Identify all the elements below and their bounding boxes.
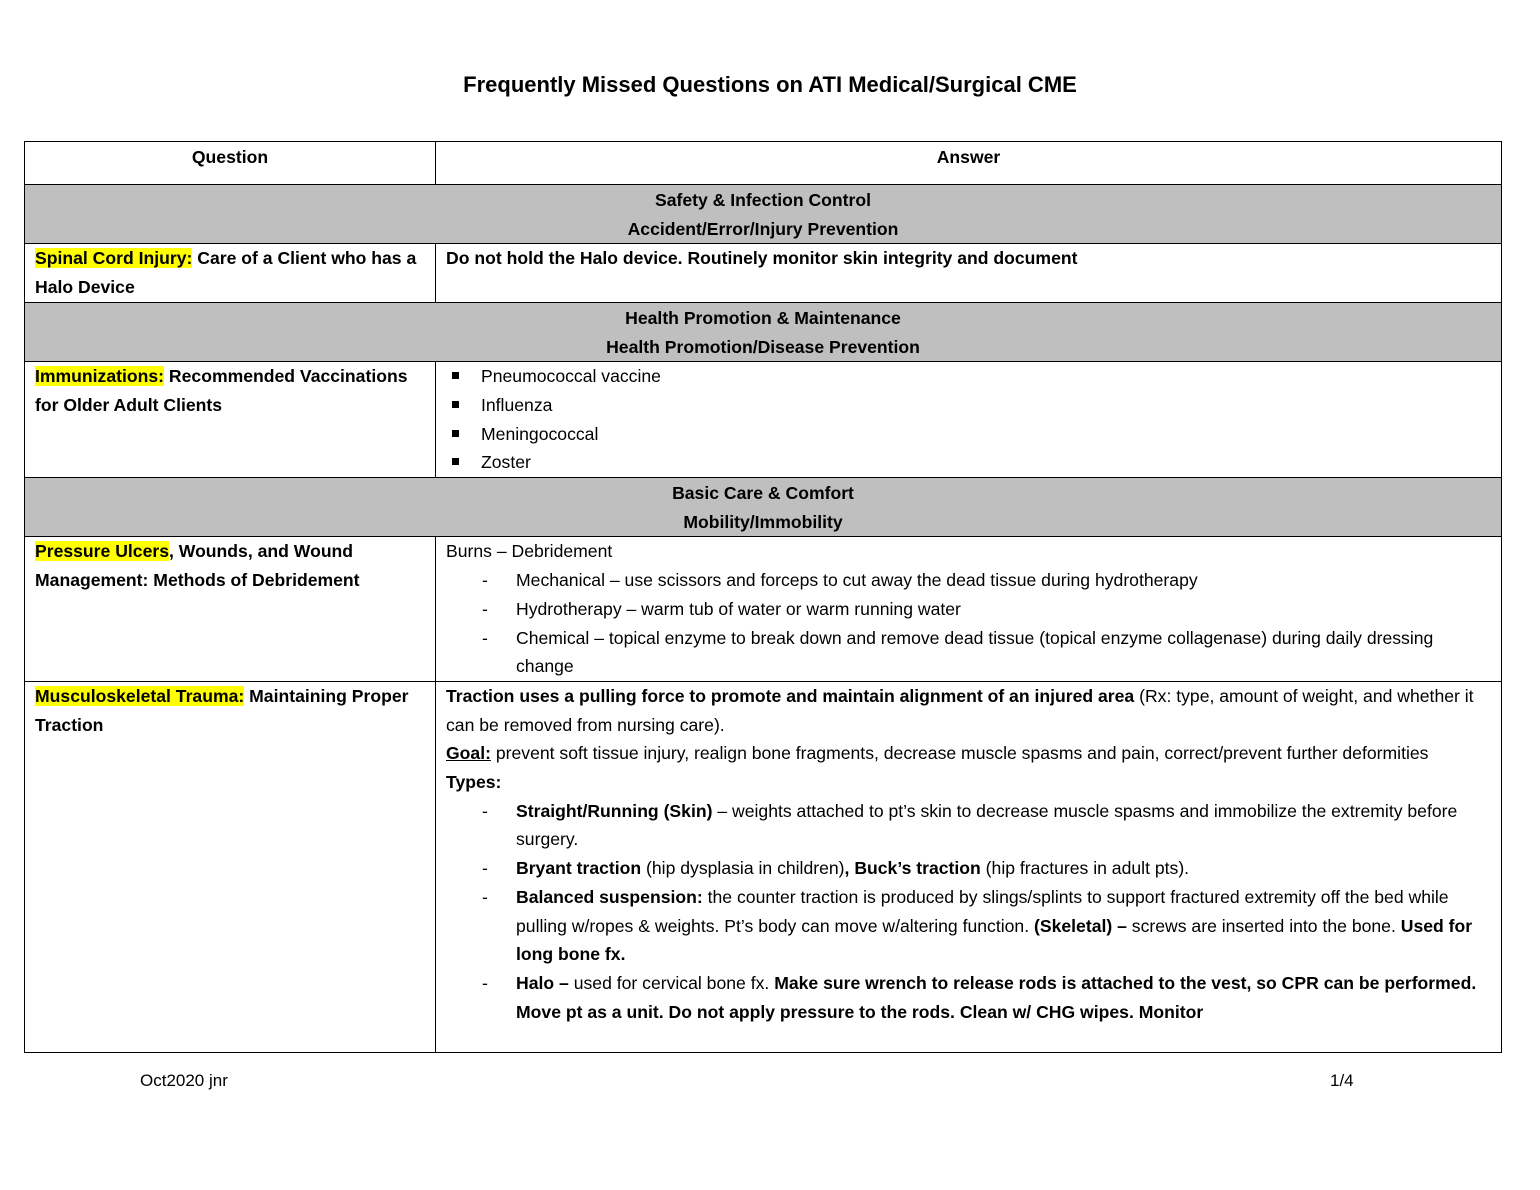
types-label (446, 768, 1491, 797)
text-run: Do not hold the Halo device. Routinely monitor skin integrity and document (446, 248, 1078, 269)
text-run: Halo – (516, 972, 569, 993)
text-run: Maintaining Proper Traction (35, 685, 409, 735)
text-run: Traction uses a pulling force to promote and maintain alignment of an injured area (446, 685, 1135, 706)
question-cell (25, 362, 436, 478)
questions-table (24, 141, 1502, 1053)
highlighted-topic: Spinal Cord Injury: (35, 248, 193, 269)
question-cell (25, 681, 436, 1052)
text-run: (hip dysplasia in children) (641, 858, 845, 879)
list-item: Pneumococcal vaccine (446, 362, 1491, 391)
answer-intro: Burns – Debridement (446, 541, 613, 562)
header-question: Question (25, 142, 436, 185)
text-run: (Skeletal) – (1034, 915, 1127, 936)
text-run: Straight/Running (Skin) (516, 800, 713, 821)
list-item: Zoster (446, 448, 1491, 477)
header-answer: Answer (436, 142, 1502, 185)
text-run: Recommended Vaccinations for Older Adult Clients (35, 366, 408, 415)
highlighted-topic: Musculoskeletal Trauma: (35, 685, 245, 706)
dash-list (446, 797, 1491, 1027)
highlighted-topic: Pressure Ulcers (35, 541, 169, 562)
text-run: , Buck’s traction (844, 858, 981, 879)
table-header-row (25, 142, 1502, 185)
list-item (446, 566, 1491, 595)
list-item (446, 797, 1491, 854)
list-item (446, 854, 1491, 883)
table-row (25, 537, 1502, 682)
section-row (25, 302, 1502, 361)
section-title: Basic Care & Comfort (672, 483, 854, 504)
list-item (446, 883, 1491, 969)
page-number: 1/4 (1330, 1071, 1354, 1090)
text-run: Mechanical – use scissors and forceps to cut away the dead tissue during hydrotherapy (516, 570, 1198, 591)
text-run: , Wounds, and Wound Management: Methods of Debridement (35, 541, 360, 591)
answer-paragraph (446, 682, 1491, 739)
list-item: Influenza (446, 391, 1491, 420)
answer-cell (436, 244, 1502, 302)
answer-cell (436, 537, 1502, 682)
dash-list (446, 566, 1491, 681)
list-item: Meningococcal (446, 420, 1491, 449)
text-run: (hip fractures in adult pts). (980, 858, 1190, 879)
text-run: prevent soft tissue injury, realign bone fragments, decrease muscle spasms and pain, correct/prevent further deformities (490, 743, 1429, 764)
text-run: Balanced suspension: (516, 886, 703, 907)
text-run: – weights attached to pt’s skin to decrease muscle spasms and immobilize the extremity before surgery. (516, 800, 1458, 850)
table-row (25, 681, 1502, 1052)
question-cell (25, 244, 436, 302)
table-row (25, 362, 1502, 478)
text-run: used for cervical bone fx. (568, 972, 775, 993)
answer-cell (436, 681, 1502, 1052)
section-title: Health Promotion & Maintenance (625, 307, 901, 328)
question-cell (25, 537, 436, 682)
text-run: Care of a Client who has a Halo Device (35, 248, 417, 298)
page-title: Frequently Missed Questions on ATI Medical/Surgical CME (463, 72, 1077, 97)
text-run: screws are inserted into the bone. (1126, 915, 1401, 936)
text-run: Types: (446, 772, 502, 793)
section-title: Safety & Infection Control (654, 190, 872, 210)
goal-paragraph (446, 739, 1491, 768)
bullet-list (446, 362, 1491, 477)
highlighted-topic: Immunizations: (35, 366, 165, 387)
text-run: Hydrotherapy – warm tub of water or warm running water (516, 598, 961, 619)
list-item (446, 969, 1491, 1026)
answer-cell (436, 362, 1502, 478)
footer-left: Oct2020 jnr (140, 1071, 228, 1090)
section-subtitle: Health Promotion/Disease Prevention (606, 336, 920, 357)
text-run: Chemical – topical enzyme to break down and remove dead tissue (topical enzyme collagenase) during daily dressing change (516, 627, 1434, 677)
text-run: (Rx: type, amount of weight, and whether it can be removed from nursing care). (446, 685, 1474, 735)
section-row (25, 478, 1502, 537)
list-item (446, 624, 1491, 681)
list-item (446, 595, 1491, 624)
section-subtitle: Accident/Error/Injury Prevention (627, 218, 899, 239)
text-run: Goal: (446, 743, 491, 764)
section-subtitle: Mobility/Immobility (683, 511, 843, 532)
text-run: Used for long bone fx. (516, 915, 1473, 965)
text-run: the counter traction is produced by slings/splints to support fractured extremity off the bed while pulling w/ropes & weights. Pt’s body can move w/altering function. (516, 886, 1449, 936)
section-row (25, 185, 1502, 244)
text-run: Make sure wrench to release rods is attached to the vest, so CPR can be performed. Move pt as a unit. Do not apply pressure to the rods. Clean w/ CHG wipes. Monitor (516, 972, 1477, 1022)
text-run: Bryant traction (516, 858, 642, 879)
table-row (25, 244, 1502, 302)
